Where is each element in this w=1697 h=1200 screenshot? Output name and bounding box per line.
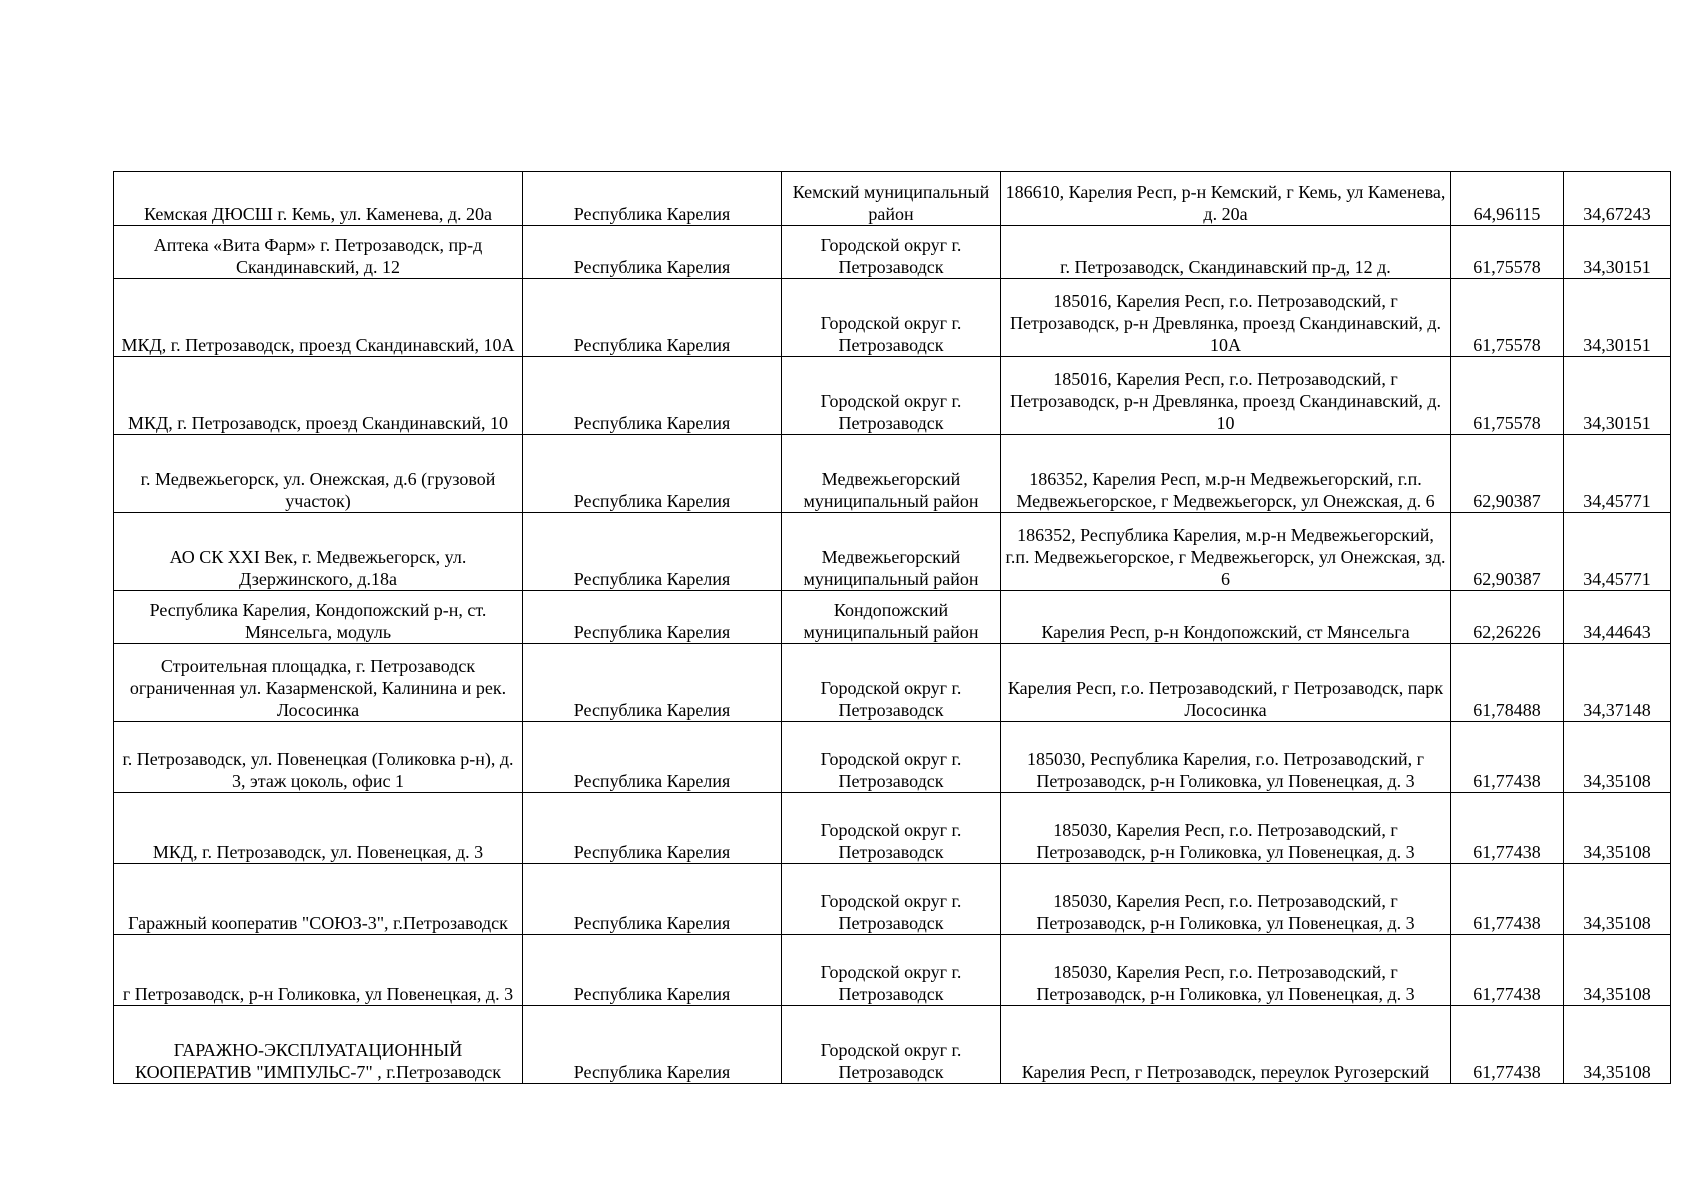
address-cell: 186352, Республика Карелия, м.р-н Медвежьегорский, г.п. Медвежьегорское, г Медвежьегорск, ул Онежская, зд. 6 — [1001, 513, 1451, 591]
district-cell: Медвежьегорский муниципальный район — [782, 435, 1001, 513]
longitude-cell: 34,35108 — [1564, 864, 1671, 935]
district-cell: Городской округ г. Петрозаводск — [782, 279, 1001, 357]
longitude-cell: 34,45771 — [1564, 513, 1671, 591]
address-cell: 185030, Карелия Респ, г.о. Петрозаводский, г Петрозаводск, р-н Голиковка, ул Повенецкая, д. 3 — [1001, 935, 1451, 1006]
longitude-cell: 34,35108 — [1564, 935, 1671, 1006]
table-row — [114, 357, 1671, 435]
table-row — [114, 435, 1671, 513]
address-cell: Карелия Респ, г.о. Петрозаводский, г Петрозаводск, парк Лососинка — [1001, 644, 1451, 722]
region-cell: Республика Карелия — [523, 793, 782, 864]
longitude-cell: 34,44643 — [1564, 591, 1671, 644]
table-row — [114, 279, 1671, 357]
district-cell: Кондопожский муниципальный район — [782, 591, 1001, 644]
latitude-cell: 61,78488 — [1451, 644, 1564, 722]
address-cell: 185030, Карелия Респ, г.о. Петрозаводский, г Петрозаводск, р-н Голиковка, ул Повенецкая, д. 3 — [1001, 864, 1451, 935]
address-cell: г. Петрозаводск, Скандинавский пр-д, 12 д. — [1001, 226, 1451, 279]
region-cell: Республика Карелия — [523, 935, 782, 1006]
region-cell: Республика Карелия — [523, 435, 782, 513]
latitude-cell: 61,77438 — [1451, 864, 1564, 935]
region-cell: Республика Карелия — [523, 172, 782, 226]
address-cell: Карелия Респ, р-н Кондопожский, ст Мянсельга — [1001, 591, 1451, 644]
address-cell: 186352, Карелия Респ, м.р-н Медвежьегорский, г.п. Медвежьегорское, г Медвежьегорск, ул Онежская, д. 6 — [1001, 435, 1451, 513]
address-cell: 185016, Карелия Респ, г.о. Петрозаводский, г Петрозаводск, р-н Древлянка, проезд Скандинавский, д. 10А — [1001, 279, 1451, 357]
object-name-cell: АО СК XXI Век, г. Медвежьегорск, ул. Дзержинского, д.18а — [114, 513, 523, 591]
district-cell: Городской округ г. Петрозаводск — [782, 935, 1001, 1006]
object-name-cell: Кемская ДЮСШ г. Кемь, ул. Каменева, д. 20а — [114, 172, 523, 226]
address-cell: 185030, Карелия Респ, г.о. Петрозаводский, г Петрозаводск, р-н Голиковка, ул Повенецкая, д. 3 — [1001, 793, 1451, 864]
longitude-cell: 34,30151 — [1564, 226, 1671, 279]
table-row — [114, 793, 1671, 864]
object-name-cell: г. Медвежьегорск, ул. Онежская, д.6 (грузовой участок) — [114, 435, 523, 513]
object-name-cell: Аптека «Вита Фарм» г. Петрозаводск, пр-д Скандинавский, д. 12 — [114, 226, 523, 279]
object-name-cell: МКД, г. Петрозаводск, проезд Скандинавский, 10А — [114, 279, 523, 357]
table-row — [114, 722, 1671, 793]
latitude-cell: 61,77438 — [1451, 1006, 1564, 1084]
table-row — [114, 935, 1671, 1006]
object-name-cell: Республика Карелия, Кондопожский р-н, ст. Мянсельга, модуль — [114, 591, 523, 644]
longitude-cell: 34,35108 — [1564, 722, 1671, 793]
longitude-cell: 34,67243 — [1564, 172, 1671, 226]
district-cell: Городской округ г. Петрозаводск — [782, 357, 1001, 435]
region-cell: Республика Карелия — [523, 864, 782, 935]
table-row — [114, 864, 1671, 935]
table-row — [114, 513, 1671, 591]
region-cell: Республика Карелия — [523, 513, 782, 591]
district-cell: Городской округ г. Петрозаводск — [782, 722, 1001, 793]
region-cell: Республика Карелия — [523, 279, 782, 357]
registry-table — [113, 171, 1671, 1084]
district-cell: Городской округ г. Петрозаводск — [782, 793, 1001, 864]
district-cell: Городской округ г. Петрозаводск — [782, 1006, 1001, 1084]
district-cell: Кемский муниципальный район — [782, 172, 1001, 226]
district-cell: Городской округ г. Петрозаводск — [782, 226, 1001, 279]
district-cell: Медвежьегорский муниципальный район — [782, 513, 1001, 591]
longitude-cell: 34,37148 — [1564, 644, 1671, 722]
table-row — [114, 226, 1671, 279]
address-cell: 186610, Карелия Респ, р-н Кемский, г Кемь, ул Каменева, д. 20а — [1001, 172, 1451, 226]
latitude-cell: 62,90387 — [1451, 435, 1564, 513]
latitude-cell: 64,96115 — [1451, 172, 1564, 226]
object-name-cell: МКД, г. Петрозаводск, ул. Повенецкая, д. 3 — [114, 793, 523, 864]
region-cell: Республика Карелия — [523, 1006, 782, 1084]
object-name-cell: г Петрозаводск, р-н Голиковка, ул Повенецкая, д. 3 — [114, 935, 523, 1006]
latitude-cell: 61,75578 — [1451, 279, 1564, 357]
longitude-cell: 34,35108 — [1564, 793, 1671, 864]
registry-table-body — [114, 172, 1671, 1084]
table-row — [114, 172, 1671, 226]
address-cell: 185016, Карелия Респ, г.о. Петрозаводский, г Петрозаводск, р-н Древлянка, проезд Скандинавский, д. 10 — [1001, 357, 1451, 435]
latitude-cell: 61,75578 — [1451, 357, 1564, 435]
address-cell: Карелия Респ, г Петрозаводск, переулок Ругозерский — [1001, 1006, 1451, 1084]
region-cell: Республика Карелия — [523, 357, 782, 435]
address-cell: 185030, Республика Карелия, г.о. Петрозаводский, г Петрозаводск, р-н Голиковка, ул Повенецкая, д. 3 — [1001, 722, 1451, 793]
object-name-cell: Гаражный кооператив "СОЮЗ-3", г.Петрозаводск — [114, 864, 523, 935]
object-name-cell: МКД, г. Петрозаводск, проезд Скандинавский, 10 — [114, 357, 523, 435]
object-name-cell: Строительная площадка, г. Петрозаводск ограниченная ул. Казарменской, Калинина и рек. Лососинка — [114, 644, 523, 722]
region-cell: Республика Карелия — [523, 591, 782, 644]
district-cell: Городской округ г. Петрозаводск — [782, 644, 1001, 722]
latitude-cell: 61,77438 — [1451, 722, 1564, 793]
latitude-cell: 61,75578 — [1451, 226, 1564, 279]
longitude-cell: 34,30151 — [1564, 357, 1671, 435]
longitude-cell: 34,45771 — [1564, 435, 1671, 513]
object-name-cell: ГАРАЖНО-ЭКСПЛУАТАЦИОННЫЙ КООПЕРАТИВ "ИМПУЛЬС-7" , г.Петрозаводск — [114, 1006, 523, 1084]
latitude-cell: 61,77438 — [1451, 935, 1564, 1006]
object-name-cell: г. Петрозаводск, ул. Повенецкая (Голиковка р-н), д. 3, этаж цоколь, офис 1 — [114, 722, 523, 793]
district-cell: Городской округ г. Петрозаводск — [782, 864, 1001, 935]
region-cell: Республика Карелия — [523, 722, 782, 793]
latitude-cell: 61,77438 — [1451, 793, 1564, 864]
longitude-cell: 34,35108 — [1564, 1006, 1671, 1084]
longitude-cell: 34,30151 — [1564, 279, 1671, 357]
region-cell: Республика Карелия — [523, 226, 782, 279]
table-row — [114, 644, 1671, 722]
latitude-cell: 62,90387 — [1451, 513, 1564, 591]
table-row — [114, 591, 1671, 644]
latitude-cell: 62,26226 — [1451, 591, 1564, 644]
table-row — [114, 1006, 1671, 1084]
region-cell: Республика Карелия — [523, 644, 782, 722]
